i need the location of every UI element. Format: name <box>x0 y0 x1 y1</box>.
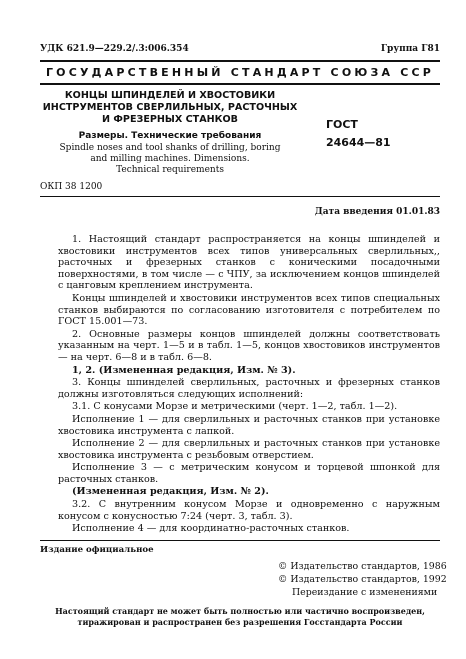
footer-rule <box>40 540 440 541</box>
paragraph-10: (Измененная редакция, Изм. № 2). <box>72 486 269 498</box>
okp-code: ОКП 38 1200 <box>40 182 103 192</box>
english-title-line-1: Spindle noses and tool shanks of drilling, boring <box>59 143 281 153</box>
paragraph-12: Исполнение 4 — для координатно-расточных станков. <box>72 523 350 535</box>
copyright-1986: © Издательство стандартов, 1986 <box>278 561 447 572</box>
paragraph-6: 3.1. С конусами Морзе и метрическими (черт. 1—2, табл. 1—2). <box>72 401 398 413</box>
paragraph-8: Исполнение 2 — для сверлильных и расточных станков при установке хвостовика инструмента с резьбовым отверстием. <box>58 438 440 461</box>
paragraph-9: Исполнение 3 — с метрическим конусом и торцевой шпонкой для расточных станков. <box>58 462 440 485</box>
title-block <box>40 90 300 176</box>
copyright-block <box>278 560 447 599</box>
title-line-1: КОНЦЫ ШПИНДЕЛЕЙ И ХВОСТОВИКИ <box>64 90 276 101</box>
paragraph-7: Исполнение 1 — для сверлильных и расточных станков при установке хвостовика инструмента с лапкой. <box>58 413 440 437</box>
header-top-rule <box>40 60 440 62</box>
official-edition: Издание официальное <box>40 545 154 555</box>
header-bottom-rule <box>40 83 440 85</box>
udc-code: УДК 621.9—229.2/.3:006.354 <box>40 44 189 54</box>
notice-line-1: Настоящий стандарт не может быть полностью или частично воспроизведен, <box>55 606 425 616</box>
english-title-line-2: and milling machines. Dimensions. <box>90 154 250 164</box>
paragraph-2: Концы шпинделей и хвостовики инструментов всех типов специальных станков выбираются по согласованию изготовителя с потребителем по ГОСТ 15.001—73. <box>58 292 440 328</box>
title-line-2: ИНСТРУМЕНТОВ СВЕРЛИЛЬНЫХ, РАСТОЧНЫХ <box>42 102 298 113</box>
gost-number: 24644—81 <box>326 136 391 149</box>
copyright-1992: © Издательство стандартов, 1992 <box>278 574 447 585</box>
title-line-3: И ФРЕЗЕРНЫХ СТАНКОВ <box>102 114 238 125</box>
reproduction-notice <box>40 606 440 628</box>
paragraph-5: 3. Концы шпинделей сверлильных, расточных и фрезерных станков должны изготовляться следующих исполнений: <box>58 377 440 400</box>
body-text <box>58 234 440 536</box>
reprint-note: Переиздание с изменениями <box>292 587 438 598</box>
english-title-line-3: Technical requirements <box>116 165 224 175</box>
paragraph-1: 1. Настоящий стандарт распространяется на концы шпинделей и хвостовики инструментов всех типов универсальных сверлильных,, расточных и фрезерных станков с коническими посадочными поверхностями, в том числе — с ЧПУ, за исключением концов шпинделей с цанговым креплением инструмента. <box>58 234 440 292</box>
paragraph-4: 1, 2. (Измененная редакция, Изм. № 3). <box>72 364 296 376</box>
state-standard-heading: ГОСУДАРСТВЕННЫЙ СТАНДАРТ СОЮЗА ССР <box>45 66 435 79</box>
introduction-date: Дата введения 01.01.83 <box>314 207 440 217</box>
group-code: Группа Г81 <box>380 44 440 54</box>
paragraph-11: 3.2. С внутренним конусом Морзе и одновременно с наружным конусом с конусностью 7:24 (черт. 3, табл. 3). <box>58 499 440 522</box>
subtitle: Размеры. Технические требования <box>78 131 262 141</box>
gost-label: ГОСТ <box>326 118 358 131</box>
notice-line-2: тиражирован и распространен без разрешения Госстандарта России <box>77 617 403 627</box>
okp-rule <box>40 196 440 197</box>
paragraph-3: 2. Основные размеры концов шпинделей должны соответствовать указанным на черт. 1—5 и в табл. 1—5, концов хвостовиков инструментов — на черт. 6—8 и в табл. 6—8. <box>58 328 440 363</box>
